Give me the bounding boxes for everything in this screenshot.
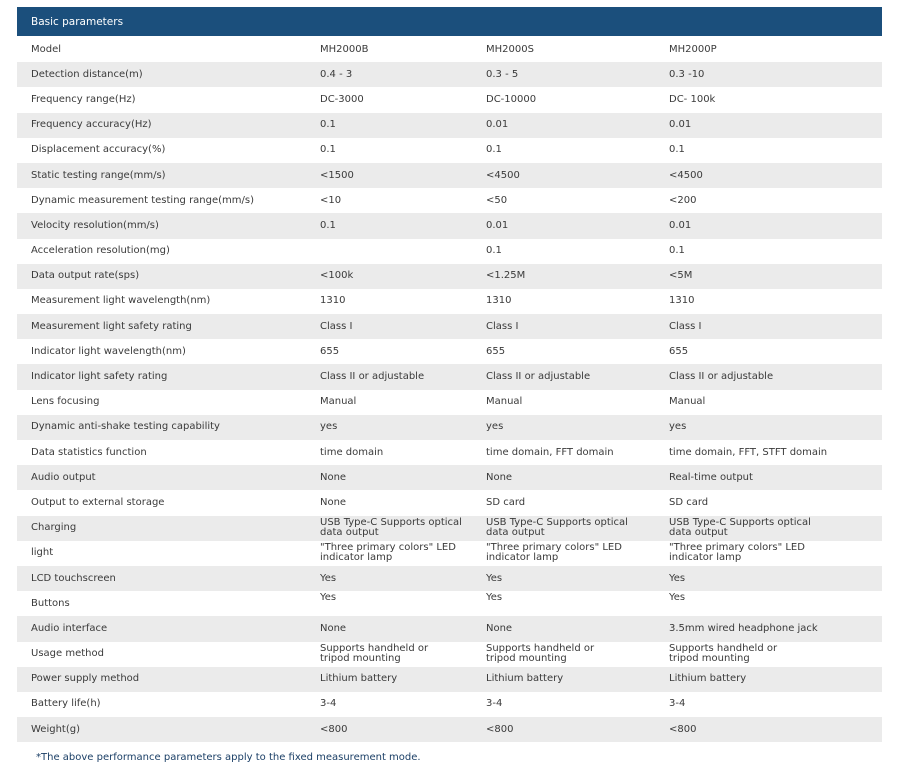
- cell-mh2000p: SD card: [669, 496, 709, 508]
- cell-mh2000p: 0.01: [669, 119, 692, 131]
- table-row: [17, 591, 882, 616]
- table-row: [17, 163, 882, 188]
- cell-mh2000p: Yes: [669, 572, 686, 584]
- cell-mh2000p: Manual: [669, 396, 706, 408]
- cell-mh2000b: Supports handheld or: [320, 642, 429, 654]
- row-label: Usage method: [31, 648, 104, 660]
- row-label: Static testing range(mm/s): [31, 169, 166, 181]
- row-label: Dynamic measurement testing range(mm/s): [31, 194, 255, 206]
- cell-mh2000b: <800: [320, 723, 348, 735]
- cell-mh2000b: None: [320, 622, 347, 634]
- table-row: [17, 566, 882, 591]
- cell-mh2000b: DC-3000: [320, 93, 364, 105]
- row-label: Power supply method: [31, 673, 140, 685]
- cell-mh2000b: Yes: [320, 592, 337, 604]
- cell-mh2000s: Lithium battery: [486, 673, 564, 685]
- cell-mh2000s: <50: [486, 194, 508, 206]
- cell-mh2000p: yes: [669, 421, 687, 433]
- cell-mh2000p: 0.1: [669, 144, 685, 156]
- table-row: [17, 642, 882, 667]
- cell-mh2000s-line2: indicator lamp: [486, 551, 559, 563]
- cell-mh2000b: 0.1: [320, 219, 336, 231]
- cell-mh2000s: None: [486, 622, 513, 634]
- row-label: Battery life(h): [31, 698, 101, 710]
- cell-mh2000b: <100k: [320, 270, 354, 282]
- table-row: [17, 667, 882, 692]
- cell-mh2000s: 655: [486, 345, 506, 357]
- row-label: Audio interface: [31, 622, 108, 634]
- cell-mh2000s: None: [486, 471, 513, 483]
- cell-mh2000s-line2: data output: [486, 526, 545, 538]
- cell-mh2000s: Manual: [486, 396, 523, 408]
- column-header-parameter: Model: [31, 43, 62, 55]
- cell-mh2000p: Yes: [669, 592, 686, 604]
- cell-mh2000p: Class II or adjustable: [669, 371, 774, 383]
- row-label: Audio output: [31, 471, 96, 483]
- cell-mh2000b-line2: tripod mounting: [320, 652, 401, 664]
- cell-mh2000p-line2: data output: [669, 526, 728, 538]
- cell-mh2000s: 0.01: [486, 219, 509, 231]
- row-label: light: [31, 547, 54, 559]
- cell-mh2000b: 3-4: [320, 698, 337, 710]
- cell-mh2000p-line2: indicator lamp: [669, 551, 742, 563]
- cell-mh2000s: DC-10000: [486, 93, 537, 105]
- table-row-model: [17, 37, 882, 62]
- cell-mh2000b: Lithium battery: [320, 673, 398, 685]
- table-header: [17, 7, 882, 37]
- cell-mh2000s: 0.3 - 5: [486, 68, 519, 80]
- row-label: Data output rate(sps): [31, 270, 140, 282]
- row-label: Acceleration resolution(mg): [31, 245, 170, 257]
- cell-mh2000p: "Three primary colors" LED: [669, 541, 805, 553]
- cell-mh2000b: 0.1: [320, 119, 336, 131]
- cell-mh2000p: <5M: [669, 270, 693, 282]
- table-row: [17, 516, 882, 541]
- cell-mh2000p: <4500: [669, 169, 703, 181]
- cell-mh2000p-line2: tripod mounting: [669, 652, 750, 664]
- table-row: [17, 314, 882, 339]
- cell-mh2000b-line2: indicator lamp: [320, 551, 393, 563]
- cell-mh2000b: 0.1: [320, 144, 336, 156]
- table-row: [17, 213, 882, 238]
- row-label: Velocity resolution(mm/s): [31, 219, 159, 231]
- cell-mh2000s: 0.1: [486, 245, 502, 257]
- table-row: [17, 339, 882, 364]
- cell-mh2000p: USB Type-C Supports optical: [669, 516, 811, 528]
- table-row: [17, 289, 882, 314]
- cell-mh2000b: 1310: [320, 295, 346, 307]
- table-title: Basic parameters: [31, 15, 124, 28]
- table-row: [17, 415, 882, 440]
- table-row: [17, 188, 882, 213]
- cell-mh2000s: time domain, FFT domain: [486, 446, 614, 458]
- table-row: [17, 692, 882, 717]
- cell-mh2000p: Real-time output: [669, 471, 753, 483]
- column-header-mh2000b: MH2000B: [320, 43, 369, 55]
- row-label: Buttons: [31, 597, 70, 609]
- row-label: Dynamic anti-shake testing capability: [31, 421, 220, 433]
- table-row: [17, 717, 882, 742]
- table-row: [17, 616, 882, 641]
- cell-mh2000s: Class Ⅰ: [486, 320, 519, 332]
- cell-mh2000p: Class Ⅰ: [669, 320, 702, 332]
- table-row: [17, 62, 882, 87]
- cell-mh2000p: Lithium battery: [669, 673, 747, 685]
- cell-mh2000p: 1310: [669, 295, 695, 307]
- cell-mh2000s: Supports handheld or: [486, 642, 595, 654]
- cell-mh2000s: 1310: [486, 295, 512, 307]
- cell-mh2000b: "Three primary colors" LED: [320, 541, 456, 553]
- footnote: *The above performance parameters apply to the fixed measurement mode.: [36, 752, 421, 763]
- cell-mh2000p: <800: [669, 723, 697, 735]
- row-label: Indicator light wavelength(nm): [31, 345, 186, 357]
- cell-mh2000b: 0.4 - 3: [320, 68, 353, 80]
- row-label: Indicator light safety rating: [31, 371, 168, 383]
- cell-mh2000s: Yes: [486, 592, 503, 604]
- table-row: [17, 87, 882, 112]
- cell-mh2000s: 3-4: [486, 698, 503, 710]
- table-row: [17, 440, 882, 465]
- table-row: [17, 239, 882, 264]
- row-label: Data statistics function: [31, 446, 147, 458]
- cell-mh2000s: <800: [486, 723, 514, 735]
- cell-mh2000b: None: [320, 471, 347, 483]
- column-header-mh2000p: MH2000P: [669, 43, 717, 55]
- cell-mh2000s: "Three primary colors" LED: [486, 541, 622, 553]
- cell-mh2000s: SD card: [486, 496, 526, 508]
- table-row: [17, 490, 882, 515]
- cell-mh2000s: 0.1: [486, 144, 502, 156]
- cell-mh2000b: USB Type-C Supports optical: [320, 516, 462, 528]
- cell-mh2000b: <1500: [320, 169, 354, 181]
- row-label: Frequency accuracy(Hz): [31, 119, 152, 131]
- cell-mh2000b: Manual: [320, 396, 357, 408]
- table-row: [17, 364, 882, 389]
- cell-mh2000p: DC- 100k: [669, 93, 716, 105]
- cell-mh2000p: 3-4: [669, 698, 686, 710]
- cell-mh2000b: yes: [320, 421, 338, 433]
- cell-mh2000s: <4500: [486, 169, 520, 181]
- cell-mh2000b: None: [320, 496, 347, 508]
- cell-mh2000s: 0.01: [486, 119, 509, 131]
- table-row: [17, 390, 882, 415]
- cell-mh2000s: <1.25M: [486, 270, 526, 282]
- basic-parameters-table: [17, 7, 882, 742]
- cell-mh2000b: 655: [320, 345, 340, 357]
- row-label: Charging: [31, 522, 77, 534]
- table-row: [17, 264, 882, 289]
- cell-mh2000p: 655: [669, 345, 689, 357]
- row-label: Lens focusing: [31, 396, 100, 408]
- row-label: Weight(g): [31, 723, 80, 735]
- cell-mh2000s: Yes: [486, 572, 503, 584]
- table-row: [17, 138, 882, 163]
- cell-mh2000s: Class II or adjustable: [486, 371, 591, 383]
- row-label: Measurement light wavelength(nm): [31, 295, 211, 307]
- row-label: Measurement light safety rating: [31, 320, 192, 332]
- cell-mh2000p: Supports handheld or: [669, 642, 778, 654]
- cell-mh2000p: <200: [669, 194, 697, 206]
- cell-mh2000s: yes: [486, 421, 504, 433]
- row-label: Displacement accuracy(%): [31, 144, 166, 156]
- cell-mh2000b: Class Ⅰ: [320, 320, 353, 332]
- row-label: Detection distance(m): [31, 68, 143, 80]
- cell-mh2000b: time domain: [320, 446, 384, 458]
- column-header-mh2000s: MH2000S: [486, 43, 534, 55]
- cell-mh2000s-line2: tripod mounting: [486, 652, 567, 664]
- row-label: Frequency range(Hz): [31, 93, 136, 105]
- cell-mh2000p: 0.1: [669, 245, 685, 257]
- cell-mh2000p: time domain, FFT, STFT domain: [669, 446, 828, 458]
- cell-mh2000p: 3.5mm wired headphone jack: [669, 622, 818, 634]
- cell-mh2000s: USB Type-C Supports optical: [486, 516, 628, 528]
- cell-mh2000p: 0.01: [669, 219, 692, 231]
- cell-mh2000b: Class II or adjustable: [320, 371, 425, 383]
- table-row: [17, 465, 882, 490]
- table-row: [17, 113, 882, 138]
- cell-mh2000b-line2: data output: [320, 526, 379, 538]
- row-label: Output to external storage: [31, 496, 165, 508]
- cell-mh2000b: Yes: [320, 572, 337, 584]
- cell-mh2000b: <10: [320, 194, 342, 206]
- row-label: LCD touchscreen: [31, 572, 116, 584]
- cell-mh2000p: 0.3 -10: [669, 68, 705, 80]
- table-row: [17, 541, 882, 566]
